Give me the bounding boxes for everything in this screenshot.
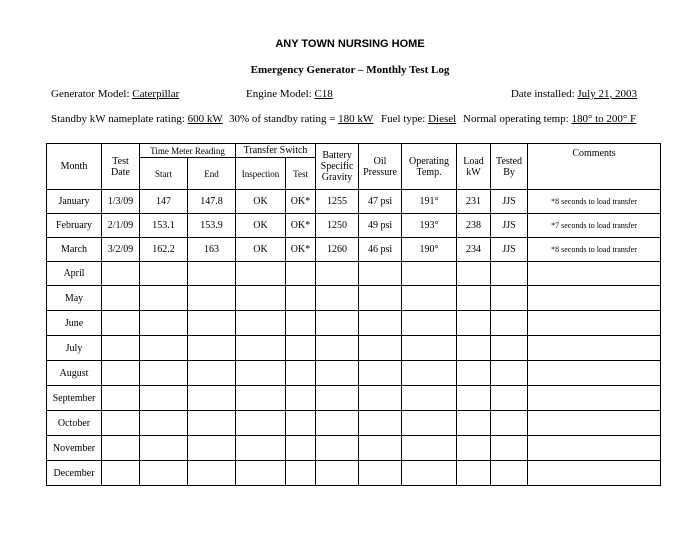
oil-pressure-cell <box>359 311 402 336</box>
oil-pressure-cell: 49 psi <box>359 214 402 238</box>
test-cell: OK* <box>286 190 316 214</box>
generator-model <box>51 88 179 100</box>
test-date-cell: 1/3/09 <box>102 190 140 214</box>
test-date-cell: 2/1/09 <box>102 214 140 238</box>
oil-pressure-cell <box>359 361 402 386</box>
table-row <box>47 361 661 386</box>
month-cell: December <box>47 461 102 486</box>
load-cell <box>457 311 491 336</box>
table-row <box>47 311 661 336</box>
tested-by-cell <box>491 286 528 311</box>
header-transfer-switch: Transfer Switch <box>236 144 316 158</box>
inspection-cell <box>236 411 286 436</box>
header-tested-by: Tested By <box>491 144 528 190</box>
load-cell: 238 <box>457 214 491 238</box>
header-battery: Battery Specific Gravity <box>316 144 359 190</box>
month-cell: September <box>47 386 102 411</box>
month-cell: November <box>47 436 102 461</box>
oil-pressure-cell <box>359 286 402 311</box>
load-cell <box>457 336 491 361</box>
operating-temp-cell <box>402 386 457 411</box>
tested-by-cell <box>491 386 528 411</box>
test-cell: OK* <box>286 214 316 238</box>
test-date-cell: 3/2/09 <box>102 238 140 262</box>
thirty-percent-value: 180 kW <box>338 113 374 125</box>
standby-rating-label: Standby kW nameplate rating: <box>51 113 188 125</box>
date-installed <box>511 88 637 100</box>
meter-end-cell: 147.8 <box>188 190 236 214</box>
oil-pressure-cell <box>359 461 402 486</box>
comment-cell <box>528 461 661 486</box>
meter-end-cell: 153.9 <box>188 214 236 238</box>
comment-cell <box>528 311 661 336</box>
fuel-type-label: Fuel type: <box>381 113 429 125</box>
table-row <box>47 214 661 238</box>
engine-model <box>246 88 333 100</box>
header-load: Load kW <box>457 144 491 190</box>
tested-by-cell <box>491 262 528 286</box>
test-cell <box>286 361 316 386</box>
battery-cell <box>316 461 359 486</box>
meter-end-cell <box>188 336 236 361</box>
load-cell <box>457 262 491 286</box>
meter-start-cell <box>140 436 188 461</box>
table-row <box>47 461 661 486</box>
meter-start-cell <box>140 286 188 311</box>
meter-start-cell <box>140 361 188 386</box>
meter-end-cell <box>188 436 236 461</box>
operating-temp-cell <box>402 461 457 486</box>
test-log-table <box>46 143 661 486</box>
meter-end-cell <box>188 361 236 386</box>
tested-by-cell <box>491 311 528 336</box>
table-row <box>47 411 661 436</box>
inspection-cell <box>236 436 286 461</box>
load-cell <box>457 436 491 461</box>
header-time-meter: Time Meter Reading <box>140 144 236 158</box>
table-row <box>47 436 661 461</box>
inspection-cell: OK <box>236 238 286 262</box>
inspection-cell <box>236 336 286 361</box>
meter-start-cell <box>140 262 188 286</box>
oil-pressure-cell <box>359 436 402 461</box>
table-row <box>47 262 661 286</box>
header-test: Test <box>286 158 316 190</box>
tested-by-cell <box>491 436 528 461</box>
battery-cell <box>316 262 359 286</box>
battery-cell: 1260 <box>316 238 359 262</box>
test-date-cell <box>102 461 140 486</box>
load-cell: 234 <box>457 238 491 262</box>
operating-temp-cell: 193° <box>402 214 457 238</box>
inspection-cell <box>236 361 286 386</box>
comment-cell <box>528 336 661 361</box>
standby-rating <box>51 113 223 125</box>
meter-start-cell: 147 <box>140 190 188 214</box>
battery-cell <box>316 386 359 411</box>
inspection-cell <box>236 262 286 286</box>
comment-cell <box>528 436 661 461</box>
load-cell <box>457 461 491 486</box>
operating-temp-cell <box>402 336 457 361</box>
tested-by-cell: JJS <box>491 214 528 238</box>
load-cell: 231 <box>457 190 491 214</box>
generator-model-value: Caterpillar <box>132 88 180 100</box>
load-cell <box>457 386 491 411</box>
test-cell <box>286 262 316 286</box>
test-cell <box>286 286 316 311</box>
oil-pressure-cell: 47 psi <box>359 190 402 214</box>
oil-pressure-cell <box>359 336 402 361</box>
meter-start-cell <box>140 386 188 411</box>
operating-temp-cell: 191° <box>402 190 457 214</box>
tested-by-cell <box>491 361 528 386</box>
thirty-percent-rating <box>229 113 373 125</box>
comment-cell <box>528 411 661 436</box>
test-cell: OK* <box>286 238 316 262</box>
operating-temp-cell <box>402 411 457 436</box>
battery-cell <box>316 311 359 336</box>
test-date-cell <box>102 286 140 311</box>
page-title: ANY TOWN NURSING HOME <box>275 38 425 50</box>
month-cell: August <box>47 361 102 386</box>
meter-start-cell <box>140 336 188 361</box>
oil-pressure-cell <box>359 386 402 411</box>
test-cell <box>286 311 316 336</box>
meter-start-cell: 162.2 <box>140 238 188 262</box>
table-row <box>47 386 661 411</box>
header-oil: Oil Pressure <box>359 144 402 190</box>
meter-start-cell: 153.1 <box>140 214 188 238</box>
operating-temp-cell <box>402 361 457 386</box>
tested-by-cell <box>491 461 528 486</box>
month-cell: February <box>47 214 102 238</box>
table-row <box>47 286 661 311</box>
meter-end-cell <box>188 286 236 311</box>
inspection-cell <box>236 386 286 411</box>
operating-temp-value: 180° to 200° F <box>571 113 637 125</box>
table-row <box>47 190 661 214</box>
oil-pressure-cell: 46 psi <box>359 238 402 262</box>
operating-temp-cell <box>402 311 457 336</box>
date-installed-value: July 21, 2003 <box>577 88 637 100</box>
month-cell: March <box>47 238 102 262</box>
operating-temp-cell: 190° <box>402 238 457 262</box>
test-date-cell <box>102 311 140 336</box>
test-cell <box>286 411 316 436</box>
thirty-percent-label: 30% of standby rating = <box>229 113 339 125</box>
tested-by-cell: JJS <box>491 190 528 214</box>
month-cell: June <box>47 311 102 336</box>
tested-by-cell <box>491 411 528 436</box>
header-start: Start <box>140 158 188 190</box>
operating-temp-cell <box>402 262 457 286</box>
load-cell <box>457 286 491 311</box>
fuel-type-value: Diesel <box>428 113 457 125</box>
engine-model-value: C18 <box>314 88 333 100</box>
operating-temp-cell <box>402 436 457 461</box>
header-month: Month <box>47 144 102 190</box>
test-cell <box>286 461 316 486</box>
battery-cell <box>316 336 359 361</box>
test-date-cell <box>102 336 140 361</box>
comment-cell: *8 seconds to load transfer <box>528 190 661 214</box>
tested-by-cell: JJS <box>491 238 528 262</box>
meter-end-cell <box>188 262 236 286</box>
header-comments: Comments <box>528 144 661 190</box>
comment-cell <box>528 361 661 386</box>
month-cell: May <box>47 286 102 311</box>
header-end: End <box>188 158 236 190</box>
meter-end-cell <box>188 411 236 436</box>
meter-end-cell <box>188 461 236 486</box>
battery-cell <box>316 436 359 461</box>
header-inspection: Inspection <box>236 158 286 190</box>
inspection-cell <box>236 286 286 311</box>
battery-cell <box>316 411 359 436</box>
comment-cell: *8 seconds to load transfer <box>528 238 661 262</box>
table-row <box>47 238 661 262</box>
load-cell <box>457 361 491 386</box>
oil-pressure-cell <box>359 411 402 436</box>
inspection-cell: OK <box>236 190 286 214</box>
meter-end-cell <box>188 386 236 411</box>
load-cell <box>457 411 491 436</box>
comment-cell <box>528 262 661 286</box>
test-cell <box>286 386 316 411</box>
test-date-cell <box>102 386 140 411</box>
meter-start-cell <box>140 461 188 486</box>
operating-temp-cell <box>402 286 457 311</box>
meter-end-cell: 163 <box>188 238 236 262</box>
battery-cell <box>316 361 359 386</box>
oil-pressure-cell <box>359 262 402 286</box>
test-cell <box>286 436 316 461</box>
meter-start-cell <box>140 411 188 436</box>
fuel-type <box>381 113 456 125</box>
month-cell: April <box>47 262 102 286</box>
test-date-cell <box>102 411 140 436</box>
inspection-cell <box>236 461 286 486</box>
tested-by-cell <box>491 336 528 361</box>
month-cell: January <box>47 190 102 214</box>
battery-cell: 1255 <box>316 190 359 214</box>
inspection-cell <box>236 311 286 336</box>
test-date-cell <box>102 436 140 461</box>
date-installed-label: Date installed: <box>510 88 578 100</box>
comment-cell <box>528 386 661 411</box>
month-cell: July <box>47 336 102 361</box>
inspection-cell: OK <box>236 214 286 238</box>
standby-rating-value: 600 kW <box>187 113 223 125</box>
test-cell <box>286 336 316 361</box>
comment-cell: *7 seconds to load transfer <box>528 214 661 238</box>
operating-temp <box>463 113 636 125</box>
table-row <box>47 336 661 361</box>
test-date-cell <box>102 361 140 386</box>
page-subtitle: Emergency Generator – Monthly Test Log <box>250 64 450 76</box>
meter-end-cell <box>188 311 236 336</box>
header-test-date: Test Date <box>102 144 140 190</box>
engine-model-label: Engine Model: <box>246 88 315 100</box>
test-date-cell <box>102 262 140 286</box>
comment-cell <box>528 286 661 311</box>
operating-temp-label: Normal operating temp: <box>463 113 572 125</box>
header-operating-temp: Operating Temp. <box>402 144 457 190</box>
month-cell: October <box>47 411 102 436</box>
generator-model-label: Generator Model: <box>51 88 133 100</box>
battery-cell <box>316 286 359 311</box>
meter-start-cell <box>140 311 188 336</box>
battery-cell: 1250 <box>316 214 359 238</box>
